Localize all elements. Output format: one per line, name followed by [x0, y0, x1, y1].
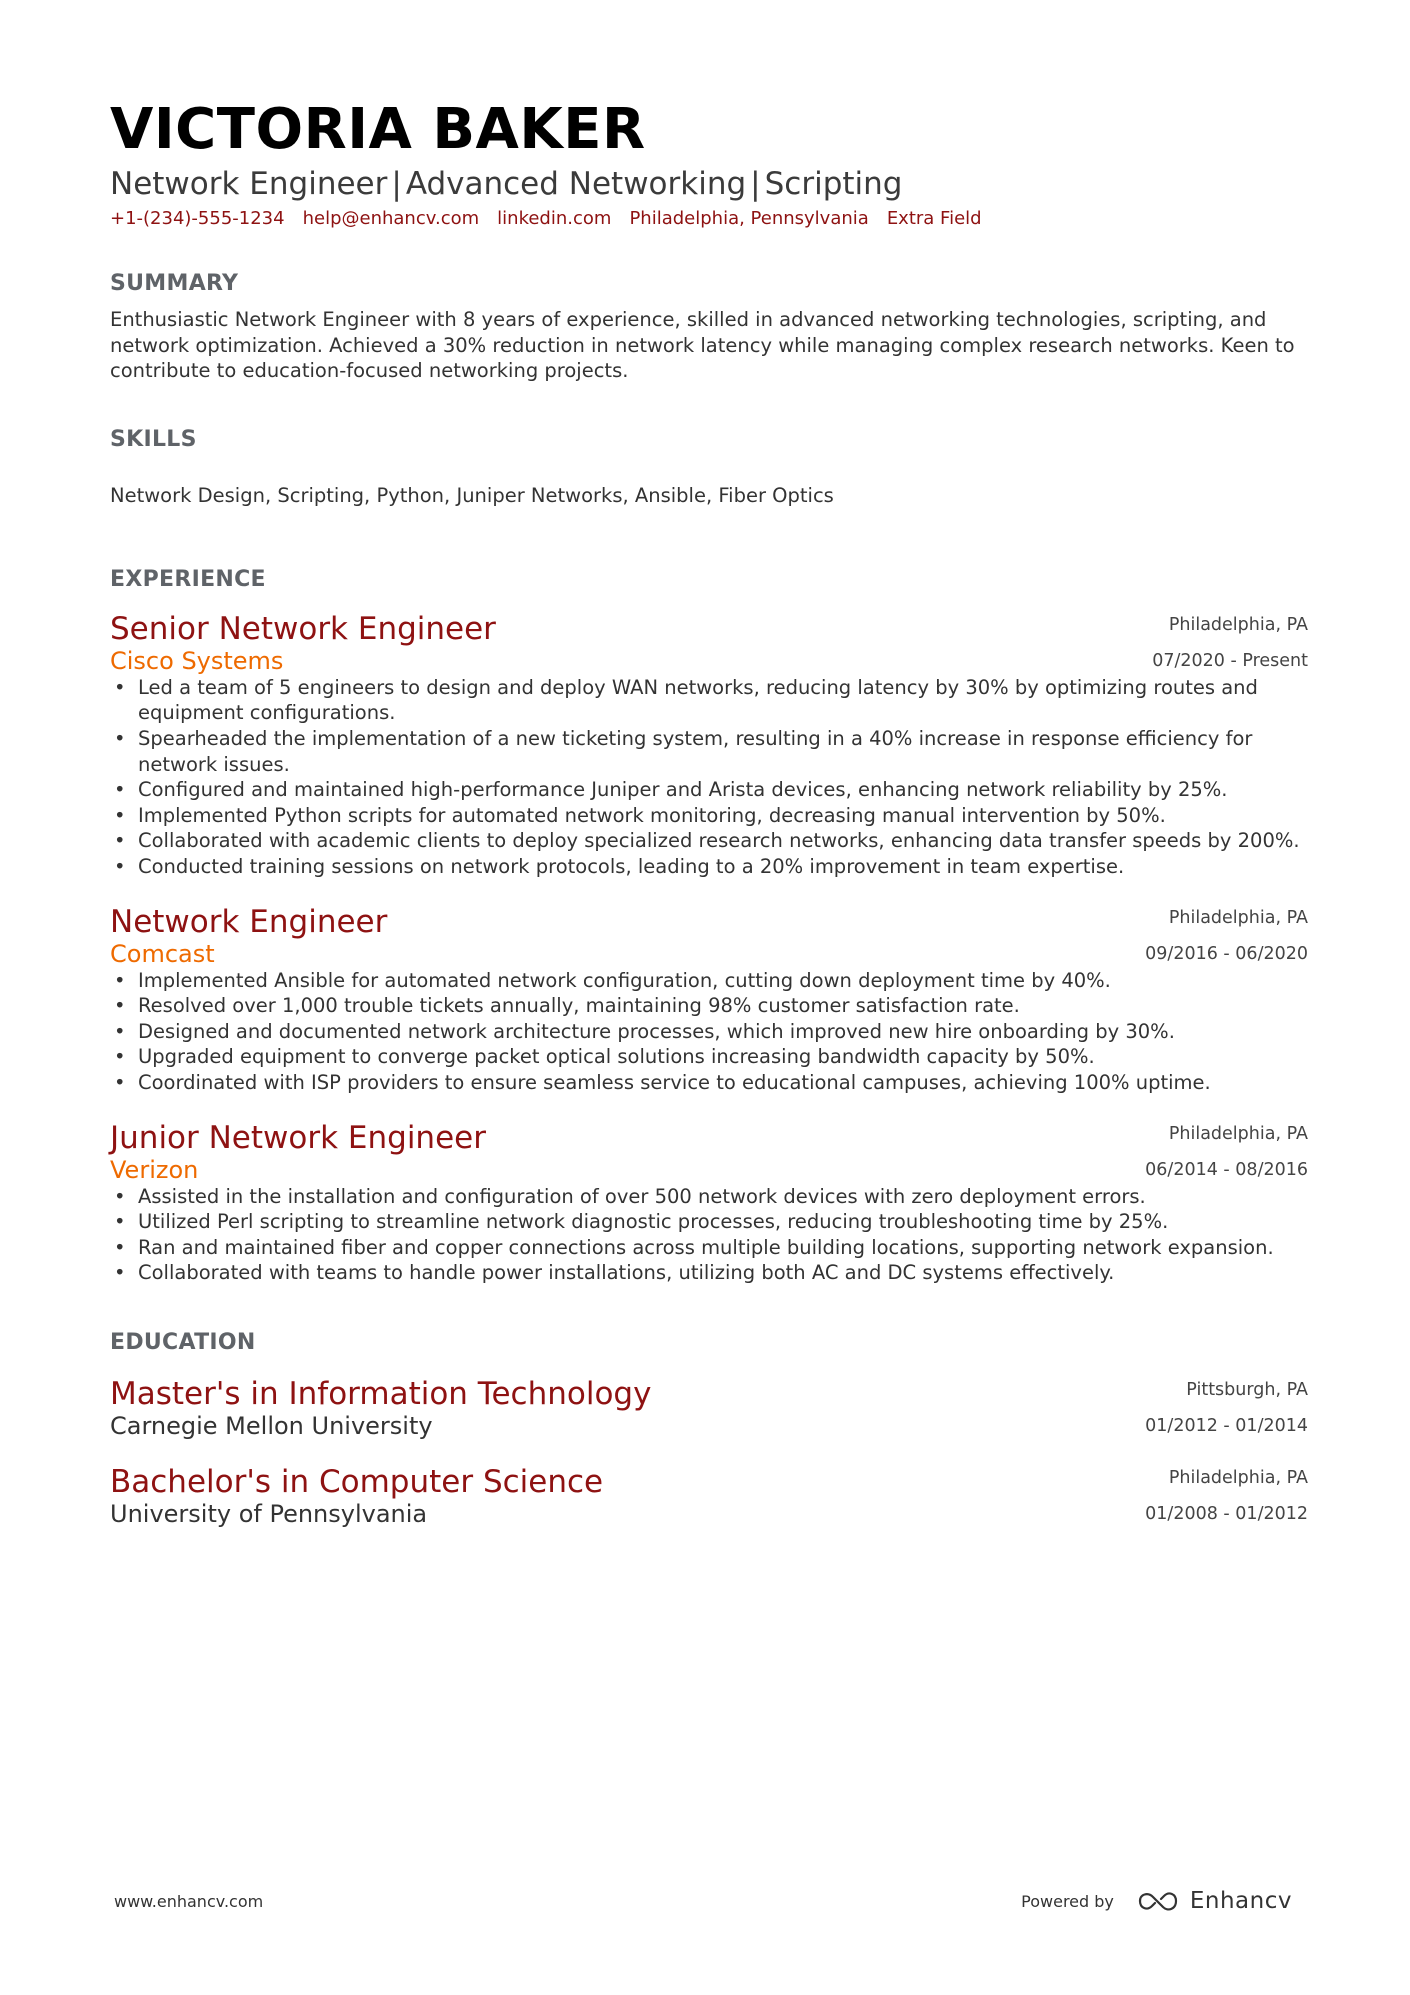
contact-row: [110, 206, 1308, 232]
job-bullet-list: [110, 675, 1308, 880]
resume-page: [110, 96, 1308, 1526]
education-school: Carnegie Mellon University: [110, 1411, 433, 1440]
headline: [110, 164, 1308, 204]
contact-linkedin[interactable]: linkedin.com: [497, 208, 612, 229]
job-title: Junior Network Engineer: [110, 1119, 486, 1156]
job-dates: 09/2016 - 06/2020: [1145, 943, 1308, 964]
job-bullet: • Resolved over 1,000 trouble tickets annually, maintaining 98% customer satisfaction rate.: [110, 993, 1306, 1019]
job-dates: 06/2014 - 08/2016: [1145, 1159, 1308, 1180]
headline-separator: |: [750, 166, 761, 202]
education-location: Philadelphia, PA: [1168, 1467, 1308, 1488]
job-bullet: • Designed and documented network architecture processes, which improved new hire onboarding by 30%.: [110, 1019, 1306, 1045]
footer-branding: [1021, 1884, 1292, 1918]
experience-entry: [110, 1118, 1308, 1286]
job-bullet: • Configured and maintained high-performance Juniper and Arista devices, enhancing network reliability by 25%.: [110, 777, 1306, 803]
job-bullet: • Spearheaded the implementation of a new ticketing system, resulting in a 40% increase in response efficiency for network issues.: [110, 726, 1306, 777]
education-degree: Master's in Information Technology: [110, 1375, 652, 1412]
education-degree: Bachelor's in Computer Science: [110, 1463, 604, 1500]
contact-location: Philadelphia, Pennsylvania: [629, 208, 869, 229]
job-company: Verizon: [110, 1155, 199, 1184]
job-bullet: • Collaborated with academic clients to deploy specialized research networks, enhancing data transfer speeds by 200%.: [110, 828, 1306, 854]
contact-phone[interactable]: +1-(234)-555-1234: [110, 208, 285, 229]
education-dates: 01/2012 - 01/2014: [1145, 1415, 1308, 1436]
education-location: Pittsburgh, PA: [1186, 1379, 1308, 1400]
footer-website[interactable]: www.enhancv.com: [114, 1892, 264, 1911]
experience-entry-header: [110, 902, 1308, 966]
headline-skill-2: Scripting: [764, 166, 903, 202]
headline-role: Network Engineer: [110, 166, 388, 202]
education-entry: [110, 1462, 1308, 1526]
job-location: Philadelphia, PA: [1168, 907, 1308, 928]
enhancv-logo-icon: [1136, 1888, 1180, 1914]
job-bullet-list: [110, 968, 1308, 1096]
experience-entry: [110, 902, 1308, 1096]
education-school: University of Pennsylvania: [110, 1499, 428, 1528]
brand-link[interactable]: [1136, 1888, 1292, 1914]
job-bullet: • Utilized Perl scripting to streamline network diagnostic processes, reducing troubleshooting time by 25%.: [110, 1209, 1306, 1235]
candidate-name: VICTORIA BAKER: [110, 97, 646, 162]
job-bullet: • Conducted training sessions on network protocols, leading to a 20% improvement in team expertise.: [110, 854, 1306, 880]
job-company: Comcast: [110, 939, 215, 968]
job-bullet: • Upgraded equipment to converge packet optical solutions increasing bandwidth capacity by 50%.: [110, 1044, 1306, 1070]
job-bullet: • Ran and maintained fiber and copper connections across multiple building locations, supporting network expansion.: [110, 1235, 1306, 1261]
job-bullet: • Coordinated with ISP providers to ensure seamless service to educational campuses, achieving 100% uptime.: [110, 1070, 1306, 1096]
education-entry: [110, 1374, 1308, 1438]
experience-entry: [110, 609, 1308, 880]
job-bullet: • Implemented Ansible for automated network configuration, cutting down deployment time by 40%.: [110, 968, 1306, 994]
job-bullet-list: [110, 1184, 1308, 1286]
job-title: Network Engineer: [110, 903, 388, 940]
experience-entry-header: [110, 1118, 1308, 1182]
job-dates: 07/2020 - Present: [1152, 650, 1308, 671]
contact-email[interactable]: help@enhancv.com: [302, 208, 480, 229]
headline-separator: |: [391, 166, 402, 202]
section-title-education: EDUCATION: [110, 1329, 256, 1355]
section-title-skills: SKILLS: [110, 426, 197, 452]
headline-skill-1: Advanced Networking: [405, 166, 747, 202]
skills-text: Network Design, Scripting, Python, Juniper Networks, Ansible, Fiber Optics: [110, 483, 834, 507]
job-location: Philadelphia, PA: [1168, 1123, 1308, 1144]
brand-name: Enhancv: [1189, 1888, 1292, 1914]
powered-by-label: Powered by: [1021, 1891, 1114, 1911]
section-title-summary: SUMMARY: [110, 271, 239, 296]
job-title: Senior Network Engineer: [110, 610, 496, 647]
contact-extra: Extra Field: [886, 208, 982, 229]
education-dates: 01/2008 - 01/2012: [1145, 1503, 1308, 1524]
job-bullet: • Assisted in the installation and configuration of over 500 network devices with zero deployment errors.: [110, 1184, 1306, 1210]
job-bullet: • Led a team of 5 engineers to design and deploy WAN networks, reducing latency by 30% by optimizing routes and equipment configurations.: [110, 675, 1306, 726]
job-bullet: • Implemented Python scripts for automated network monitoring, decreasing manual intervention by 50%.: [110, 803, 1306, 829]
summary-text: Enthusiastic Network Engineer with 8 years of experience, skilled in advanced networking technologies, scripting, and network optimization. Achieved a 30% reduction in network latency while managing complex research networks. Keen to contribute to education-focused networking projects.: [110, 308, 1295, 383]
job-company: Cisco Systems: [110, 646, 284, 675]
job-bullet: • Collaborated with teams to handle power installations, utilizing both AC and DC systems effectively.: [110, 1260, 1306, 1286]
experience-entry-header: [110, 609, 1308, 673]
section-title-experience: EXPERIENCE: [110, 566, 266, 592]
job-location: Philadelphia, PA: [1168, 614, 1308, 635]
